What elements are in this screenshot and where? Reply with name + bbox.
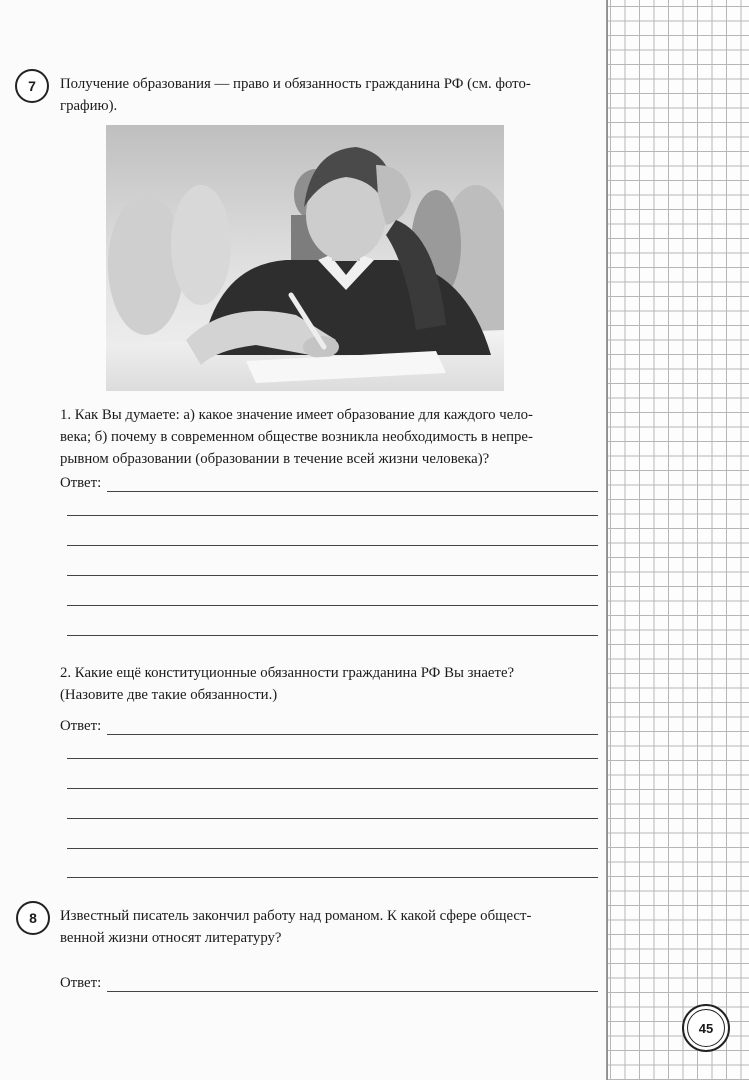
task-number-8-label: 8	[29, 910, 37, 926]
task-number-7-label: 7	[28, 78, 36, 94]
answer-8-label: Ответ:	[60, 975, 102, 991]
answer-1-row	[60, 470, 598, 492]
student-writing-photo	[106, 125, 504, 391]
task-7-prompt	[60, 73, 600, 117]
task-number-7	[15, 69, 49, 103]
photo-illustration	[106, 125, 504, 391]
task-8-prompt-line-2: венной жизни относят литературу?	[60, 930, 282, 946]
task-8-prompt	[60, 905, 600, 949]
answer-1-line[interactable]	[67, 635, 598, 636]
page-number: 45	[698, 1020, 714, 1036]
question-2-line-2: (Назовите две такие обязанности.)	[60, 687, 278, 703]
answer-2-line[interactable]	[67, 818, 598, 819]
answer-1-line[interactable]	[67, 575, 598, 576]
answer-2-line[interactable]	[67, 758, 598, 759]
grid-margin	[606, 0, 749, 1080]
question-1	[60, 404, 600, 470]
answer-2-label: Ответ:	[60, 718, 102, 734]
answer-2-line[interactable]	[67, 877, 598, 878]
task-number-8	[16, 901, 50, 935]
task-7-prompt-line-1: Получение образования — право и обязанность гражданина РФ (см. фото-	[60, 76, 531, 92]
task-7-prompt-line-2: графию).	[60, 98, 118, 114]
answer-1-line[interactable]	[67, 605, 598, 606]
page-number-inner-circle	[687, 1009, 725, 1047]
answer-1-line[interactable]	[67, 515, 598, 516]
task-8-prompt-line-1: Известный писатель закончил работу над романом. К какой сфере общест-	[60, 908, 532, 924]
question-1-line-2: века; б) почему в современном обществе возникла необходимость в непре-	[60, 429, 533, 445]
answer-2-row	[60, 713, 598, 735]
answer-1-label: Ответ:	[60, 475, 102, 491]
margin-border	[607, 0, 608, 1080]
question-2	[60, 662, 600, 706]
question-1-line-1: 1. Как Вы думаете: а) какое значение имеет образование для каждого чело-	[60, 407, 533, 423]
answer-1-line-first[interactable]	[107, 477, 598, 492]
question-1-line-3: рывном образовании (образовании в течение всей жизни человека)?	[60, 451, 490, 467]
answer-2-line[interactable]	[67, 788, 598, 789]
answer-1-line[interactable]	[67, 545, 598, 546]
question-2-line-1: 2. Какие ещё конституционные обязанности гражданина РФ Вы знаете?	[60, 665, 515, 681]
answer-8-line-first[interactable]	[107, 977, 598, 992]
answer-2-line[interactable]	[67, 848, 598, 849]
answer-8-row	[60, 970, 598, 992]
page-number-badge	[682, 1004, 730, 1052]
answer-2-line-first[interactable]	[107, 720, 598, 735]
